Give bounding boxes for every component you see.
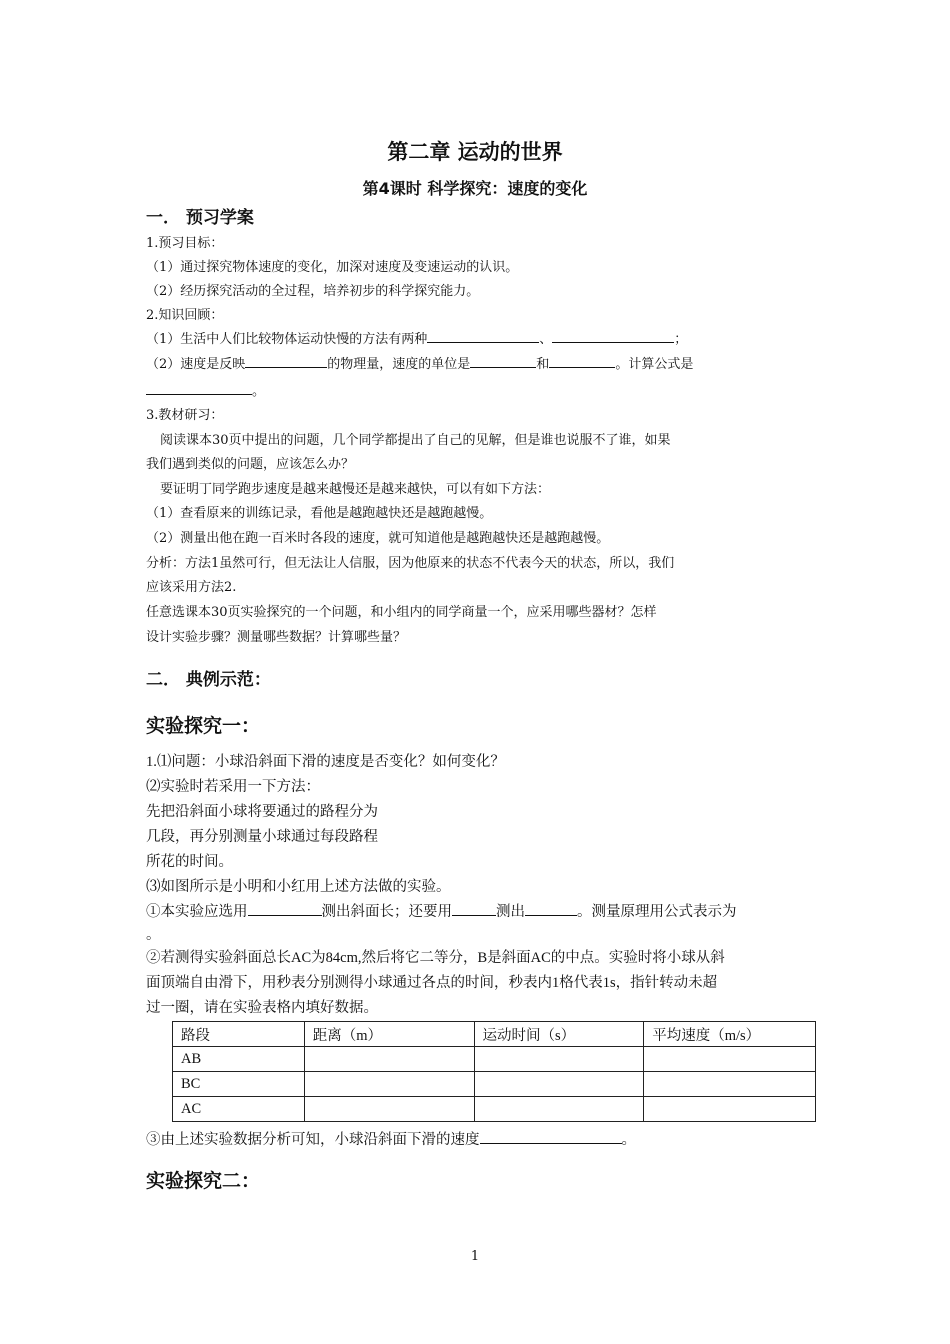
segment-label: AC	[173, 1097, 305, 1122]
review-item-1-text: （1）生活中人们比较物体运动快慢的方法有两种	[146, 332, 428, 347]
experiment-heading-1: 实验探究一：	[146, 715, 261, 737]
review-item-2-text: （2）速度是反映	[146, 357, 246, 372]
question-text: 。测量原理用公式表示为	[577, 904, 737, 920]
answer-blank[interactable]	[552, 328, 674, 343]
analysis-line: 应该采用方法2.	[146, 580, 237, 595]
goal-item-2: （2）经历探究活动的全过程，培养初步的科学探究能力。	[146, 284, 480, 299]
section-heading-preview: 一． 预习学案	[146, 208, 254, 228]
question-text: ①本实验应选用	[146, 904, 248, 920]
question-line: ⑵实验时若采用一下方法：	[146, 779, 320, 795]
chapter-title: 第二章 运动的世界	[387, 140, 563, 164]
answer-blank[interactable]	[245, 353, 327, 368]
analysis-line: 分析：方法1虽然可行，但无法让人信服，因为他原来的状态不代表今天的状态，所以，我们	[146, 556, 675, 571]
question-text: ③由上述实验数据分析可知，小球沿斜面下滑的速度	[146, 1132, 480, 1148]
table-header-cell: 距离（m）	[304, 1022, 474, 1047]
question-line: 1.⑴问题：小球沿斜面下滑的速度是否变化？如何变化？	[146, 754, 505, 770]
experiment-heading-2: 实验探究二：	[146, 1170, 261, 1192]
table-cell-input[interactable]	[474, 1097, 644, 1122]
question-text: 测出斜面长；还要用	[321, 904, 452, 920]
review-item-2-text: 和	[536, 357, 550, 372]
review-item-2-text: 。计算公式是	[615, 357, 694, 372]
punctuation: 。	[621, 1132, 636, 1148]
table-cell-input[interactable]	[644, 1072, 816, 1097]
section-heading-examples: 二． 典例示范：	[146, 670, 271, 690]
table-header-cell: 平均速度（m/s）	[644, 1022, 816, 1047]
table-cell-input[interactable]	[644, 1097, 816, 1122]
table-header-cell: 运动时间（s）	[474, 1022, 644, 1047]
table-cell-input[interactable]	[304, 1072, 474, 1097]
question-text: 测出	[496, 904, 525, 920]
question-line: ⑶如图所示是小明和小红用上述方法做的实验。	[146, 879, 451, 895]
table-cell-input[interactable]	[474, 1047, 644, 1072]
question-line	[146, 1128, 636, 1149]
goal-item-1: （1）通过探究物体速度的变化，加深对速度及变速运动的认识。	[146, 260, 519, 275]
table-cell-input[interactable]	[304, 1047, 474, 1072]
method-item-2: （2）测量出他在跑一百米时各段的速度，就可知道他是越跑越快还是越跑越慢。	[146, 531, 610, 546]
table-header-row	[173, 1022, 816, 1047]
question-line: ②若测得实验斜面总长AC为84cm,然后将它二等分，B是斜面AC的中点。实验时将小球从斜	[146, 950, 725, 966]
question-line	[146, 900, 737, 921]
goals-heading: 1.预习目标：	[146, 236, 224, 251]
question-line: 先把沿斜面小球将要通过的路程分为	[146, 804, 378, 820]
review-item-1	[146, 328, 687, 347]
punctuation: 。	[252, 384, 266, 399]
answer-blank[interactable]	[452, 901, 496, 916]
review-item-2-text: 的物理量，速度的单位是	[327, 357, 471, 372]
study-heading: 3.教材研习：	[146, 408, 224, 423]
answer-blank[interactable]	[470, 353, 536, 368]
review-heading: 2.知识回顾：	[146, 308, 224, 323]
answer-blank[interactable]	[525, 901, 577, 916]
paragraph-line: 要证明丁同学跑步速度是越来越慢还是越来越快，可以有如下方法：	[160, 482, 551, 497]
task-line: 设计实验步骤？测量哪些数据？计算哪些量？	[146, 630, 407, 645]
table-row	[173, 1072, 816, 1097]
table-header-cell: 路段	[173, 1022, 305, 1047]
paragraph-line: 阅读课本30页中提出的问题，几个同学都提出了自己的见解，但是谁也说服不了谁，如果	[160, 433, 671, 448]
separator: 、	[539, 332, 553, 347]
data-table	[172, 1021, 816, 1122]
punctuation: ；	[674, 332, 688, 347]
review-item-2	[146, 353, 693, 372]
question-line: 几段，再分别测量小球通过每段路程	[146, 829, 378, 845]
method-item-1: （1）查看原来的训练记录，看他是越跑越快还是越跑越慢。	[146, 506, 493, 521]
paragraph-line: 我们遇到类似的问题，应该怎么办？	[146, 457, 355, 472]
answer-blank[interactable]	[549, 353, 615, 368]
lesson-subtitle: 第4课时 科学探究：速度的变化	[362, 179, 588, 198]
page-number: 1	[470, 1249, 480, 1264]
question-line: 所花的时间。	[146, 854, 233, 870]
question-line: 过一圈，请在实验表格内填好数据。	[146, 1000, 378, 1016]
table-cell-input[interactable]	[474, 1072, 644, 1097]
answer-blank[interactable]	[427, 328, 539, 343]
task-line: 任意选课本30页实验探究的一个问题，和小组内的同学商量一个，应采用哪些器材？怎样	[146, 605, 657, 620]
table-cell-input[interactable]	[304, 1097, 474, 1122]
table-cell-input[interactable]	[644, 1047, 816, 1072]
table-row	[173, 1047, 816, 1072]
answer-blank[interactable]	[480, 1129, 622, 1144]
answer-blank[interactable]	[146, 380, 252, 395]
segment-label: BC	[173, 1072, 305, 1097]
formula-line	[146, 380, 265, 399]
question-line: 。	[146, 927, 161, 943]
question-line: 面顶端自由滑下，用秒表分别测得小球通过各点的时间，秒表内1格代表1s，指针转动未超	[146, 975, 718, 991]
table-row	[173, 1097, 816, 1122]
answer-blank[interactable]	[248, 901, 322, 916]
segment-label: AB	[173, 1047, 305, 1072]
